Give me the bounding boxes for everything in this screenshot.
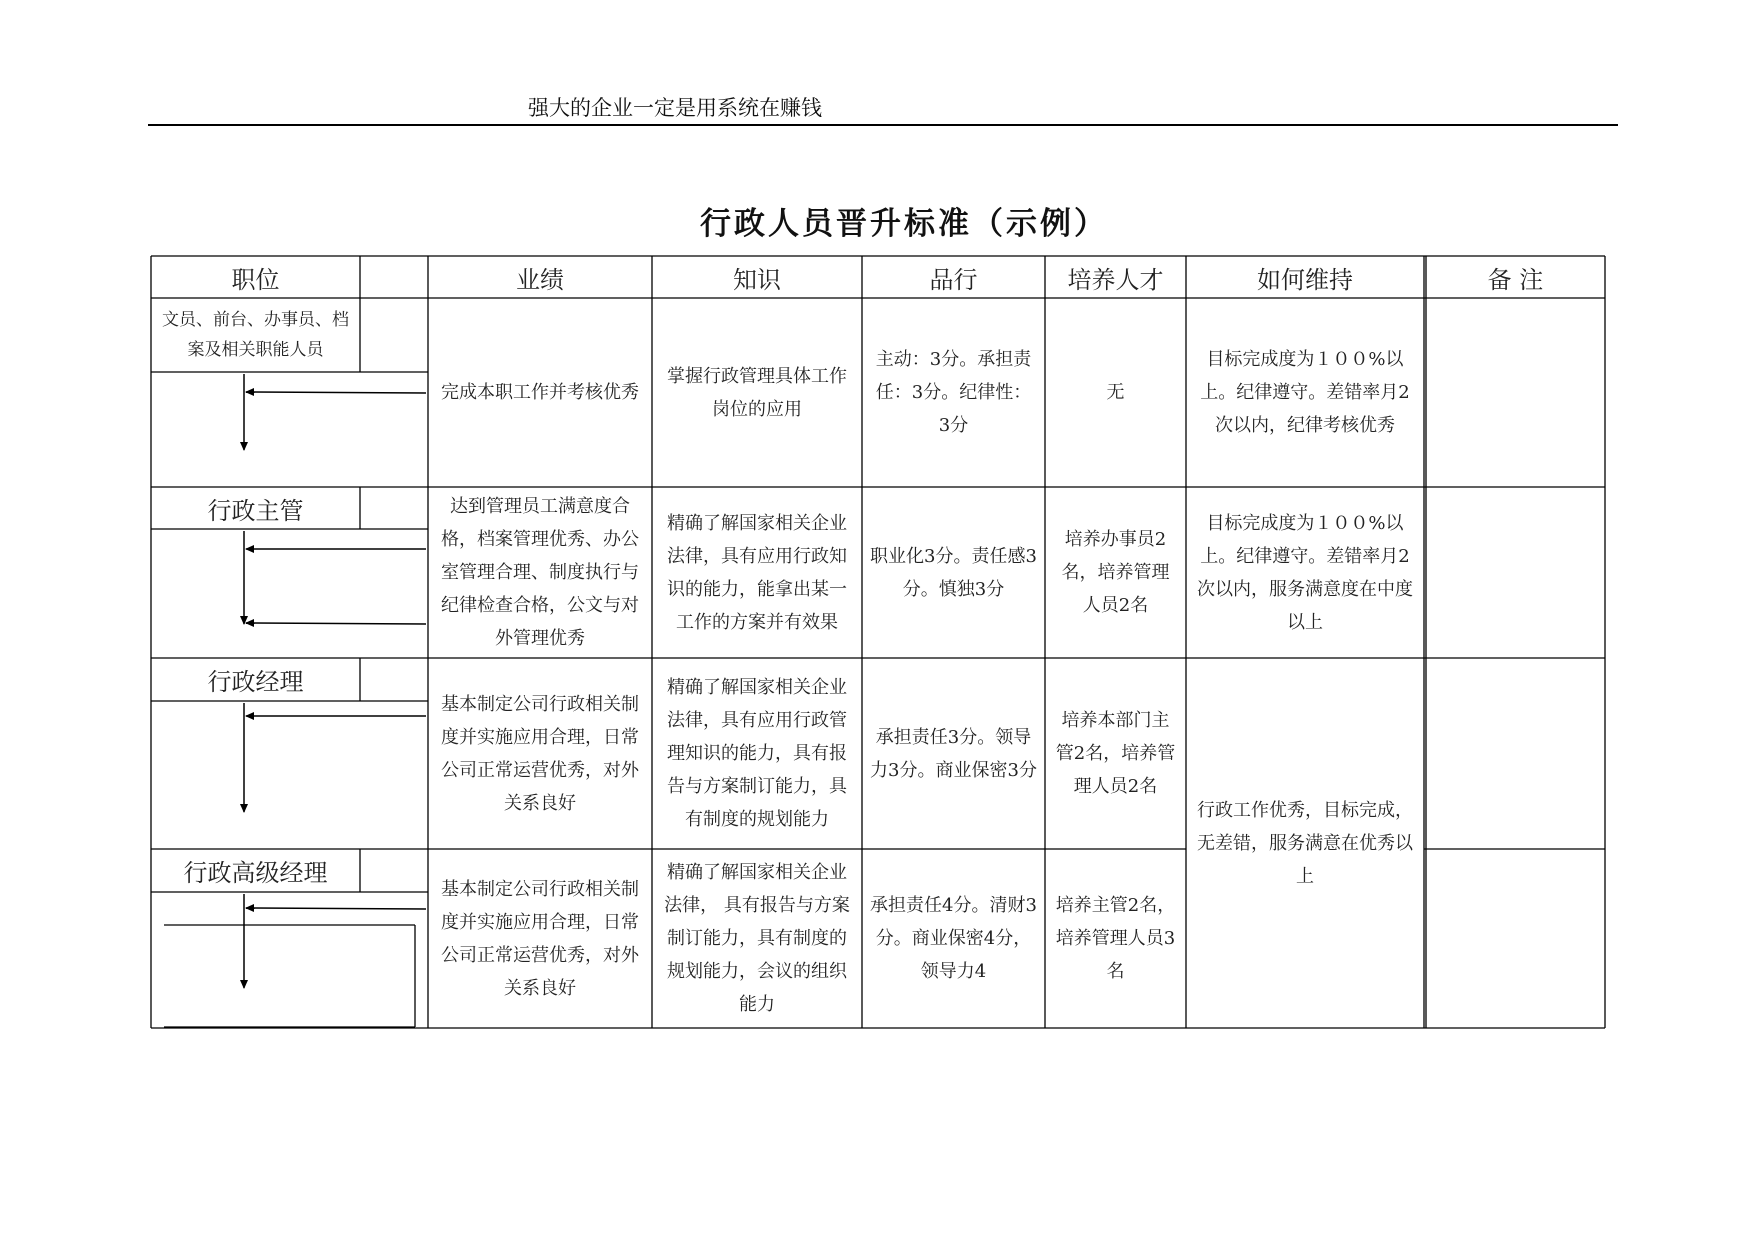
row-supervisor-maintain: 目标完成度为１００%以上。纪律遵守。差错率月2次以内，服务满意度在中度以上 (1197, 512, 1413, 633)
row-manager-knowledge: 精确了解国家相关企业法律，具有应用行政管理知识的能力，具有报告与方案制订能力，具有制度的规划能力 (667, 677, 847, 830)
row-senior-talent: 培养主管2名，培养管理人员3名 (1055, 895, 1176, 982)
row-manager-remarks (1426, 658, 1605, 849)
header-rule (148, 124, 1618, 126)
position-admin-supervisor: 行政主管 (207, 496, 304, 525)
position-admin-manager: 行政经理 (207, 668, 304, 696)
row-supervisor-knowledge: 精确了解国家相关企业法律，具有应用行政知识的能力，能拿出某一工作的方案并有效果 (667, 512, 847, 633)
row-manager-performance: 基本制定公司行政相关制度并实施应用合理，日常公司正常运营优秀，对外关系良好 (441, 693, 639, 814)
row-clerk-remarks (1426, 298, 1605, 487)
row-clerk-knowledge: 掌握行政管理具体工作岗位的应用 (667, 365, 847, 420)
row-clerk-talent: 无 (1106, 382, 1125, 403)
row-senior-performance: 基本制定公司行政相关制度并实施应用合理，日常公司正常运营优秀，对外关系良好 (441, 878, 639, 999)
position-clerk: 文员、前台、办事员、档案及相关职能人员 (162, 310, 349, 360)
row-manager-maintain-merged: 行政工作优秀，目标完成，无差错，服务满意在优秀以上 (1197, 799, 1413, 887)
row-senior-conduct: 承担责任4分。清财3分。商业保密4分，领导力4 (870, 895, 1037, 982)
row-manager-talent: 培养本部门主管2名，培养管理人员2名 (1055, 710, 1176, 797)
row-clerk-maintain: 目标完成度为１００%以上。纪律遵守。差错率月2次以内，纪律考核优秀 (1200, 349, 1410, 436)
row-supervisor-performance: 达到管理员工满意度合格，档案管理优秀、办公室管理合理、制度执行与纪律检查合格，公文与对外管理优秀 (441, 496, 639, 649)
row-supervisor-conduct: 职业化3分。责任感3分。慎独3分 (870, 545, 1037, 600)
row-supervisor-talent: 培养办事员2名，培养管理人员2名 (1061, 529, 1170, 616)
document-title: 行政人员晋升标准（示例） (700, 206, 1108, 242)
page-header: 强大的企业一定是用系统在赚钱 (528, 96, 822, 120)
col-header-performance: 业绩 (516, 265, 564, 294)
row-senior-knowledge: 精确了解国家相关企业法律， 具有报告与方案制订能力，具有制度的规划能力，会议的组织能力 (664, 862, 850, 1015)
row-manager-conduct: 承担责任3分。领导力3分。商业保密3分 (870, 726, 1037, 781)
col-header-maintain: 如何维持 (1257, 265, 1353, 294)
row-supervisor-remarks (1426, 487, 1605, 658)
col-header-position: 职位 (231, 265, 280, 294)
col-header-remarks: 备 注 (1487, 265, 1544, 294)
position-senior-admin-manager: 行政高级经理 (183, 859, 328, 887)
row-senior-remarks (1426, 849, 1605, 1028)
col-header-conduct: 品行 (929, 265, 978, 294)
col-header-talent: 培养人才 (1067, 265, 1164, 294)
row-clerk-performance: 完成本职工作并考核优秀 (441, 382, 639, 403)
col-header-knowledge: 知识 (733, 265, 781, 294)
row-clerk-conduct: 主动：3分。承担责任：3分。纪律性： 3分 (875, 349, 1032, 436)
